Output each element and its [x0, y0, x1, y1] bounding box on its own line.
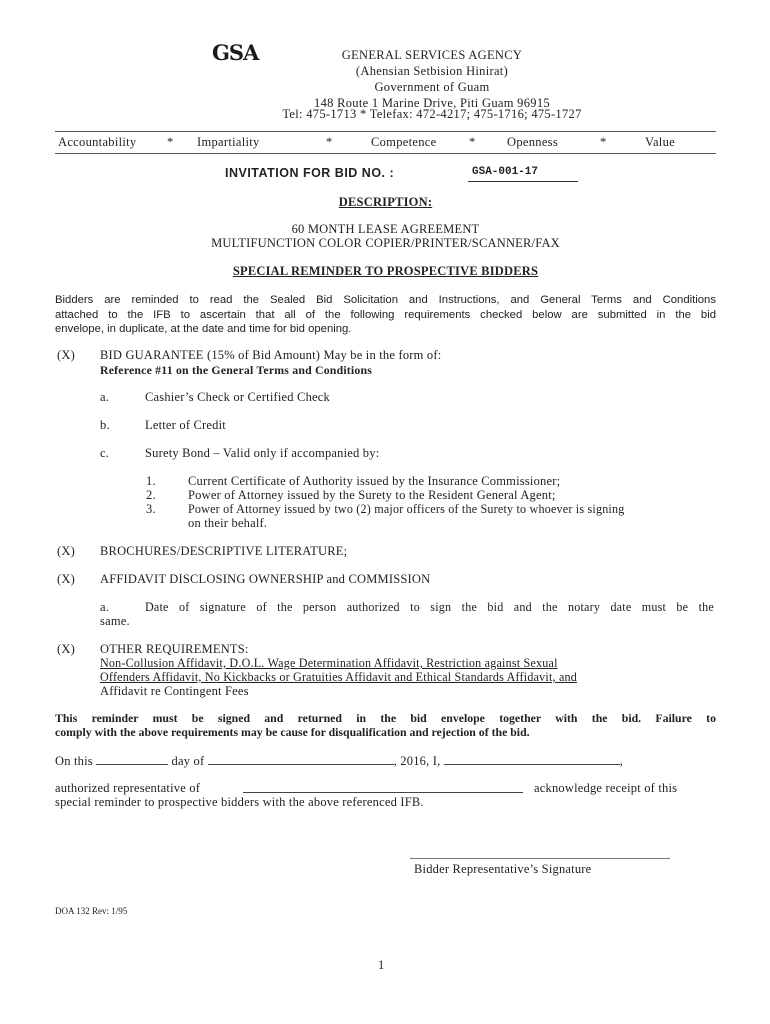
- surety-num: 2.: [146, 488, 156, 502]
- option-letter: a.: [100, 390, 110, 404]
- agency-address: 148 Route 1 Marine Drive, Piti Guam 96915: [314, 96, 550, 110]
- ack-comma: ,: [619, 754, 624, 768]
- surety-num: 3.: [146, 502, 156, 516]
- affidavit-text: AFFIDAVIT DISCLOSING OWNERSHIP and COMMISSION: [100, 572, 431, 586]
- month-field[interactable]: [208, 753, 394, 765]
- brochures-text: BROCHURES/DESCRIPTIVE LITERATURE;: [100, 544, 348, 558]
- ack-authorized: authorized representative of: [55, 781, 201, 795]
- agency-name: GENERAL SERVICES AGENCY: [341, 48, 523, 62]
- value-item: Impartiality: [197, 135, 260, 149]
- ack-year: , 2016, I,: [393, 754, 441, 768]
- surety-text: Current Certificate of Authority issued by the Insurance Commissioner;: [188, 474, 561, 488]
- affidavit-sub-letter: a.: [100, 600, 110, 614]
- surety-num: 1.: [146, 474, 156, 488]
- reminder-heading: SPECIAL REMINDER TO PROSPECTIVE BIDDERS: [232, 264, 539, 278]
- value-item: Competence: [371, 135, 437, 149]
- ack-on-this: On this: [55, 754, 93, 768]
- government-name: Government of Guam: [374, 80, 490, 94]
- surety-text: Power of Attorney issued by two (2) major officers of the Surety to whoever is signing: [188, 502, 625, 516]
- signature-label: Bidder Representative’s Signature: [414, 862, 592, 876]
- name-field[interactable]: [444, 753, 620, 765]
- value-separator: *: [469, 135, 476, 149]
- company-field[interactable]: [243, 781, 523, 793]
- values-bar: [55, 133, 716, 153]
- intro-line-1: Bidders are reminded to read the Sealed Bid Solicitation and Instructions, and General Terms and Conditions: [55, 294, 716, 306]
- affidavit-sub-cont: same.: [100, 614, 130, 628]
- page-number: 1: [378, 958, 385, 972]
- bid-guarantee-reference: Reference #11 on the General Terms and Conditions: [100, 363, 373, 377]
- other-mark: (X): [57, 642, 75, 656]
- surety-text: Power of Attorney issued by the Surety to the Resident General Agent;: [188, 488, 556, 502]
- signature-line[interactable]: [410, 858, 670, 859]
- ifb-label: INVITATION FOR BID NO. :: [225, 166, 395, 180]
- value-item: Value: [645, 135, 675, 149]
- option-letter: c.: [100, 446, 110, 460]
- other-title: OTHER REQUIREMENTS:: [100, 642, 249, 656]
- option-text: Cashier’s Check or Certified Check: [145, 390, 330, 404]
- intro-line-3: envelope, in duplicate, at the date and time for bid opening.: [55, 323, 352, 335]
- warning-line-1: This reminder must be signed and returned in the bid envelope together with the bid. Failure to: [55, 711, 716, 725]
- ack-day-of: day of: [171, 754, 205, 768]
- option-text: Letter of Credit: [145, 418, 226, 432]
- ack-acknowledge: acknowledge receipt of this: [534, 781, 678, 795]
- bid-guarantee-mark: (X): [57, 348, 75, 362]
- other-line-1: Non-Collusion Affidavit, D.O.L. Wage Determination Affidavit, Restriction against Sexual: [100, 656, 558, 670]
- day-field[interactable]: [96, 753, 168, 765]
- description-line-2: MULTIFUNCTION COLOR COPIER/PRINTER/SCANNER/FAX: [211, 236, 560, 250]
- value-separator: *: [326, 135, 333, 149]
- option-letter: b.: [100, 418, 110, 432]
- bid-guarantee-title: BID GUARANTEE (15% of Bid Amount) May be in the form of:: [100, 348, 442, 362]
- value-item: Openness: [507, 135, 559, 149]
- ifb-number: GSA-001-17: [468, 166, 578, 182]
- surety-text-cont: on their behalf.: [188, 516, 268, 530]
- description-heading: DESCRIPTION:: [338, 195, 433, 209]
- header-rule-bottom: [55, 153, 716, 154]
- other-line-2: Offenders Affidavit, No Kickbacks or Gratuities Affidavit and Ethical Standards Affidavit, and: [100, 670, 578, 684]
- warning-line-2: comply with the above requirements may be cause for disqualification and rejection of the bid.: [55, 725, 530, 739]
- agency-phones: Tel: 475-1713 * Telefax: 472-4217; 475-1716; 475-1727: [282, 107, 582, 121]
- brochures-mark: (X): [57, 544, 75, 558]
- value-separator: *: [167, 135, 174, 149]
- agency-local-name: (Ahensian Setbision Hinirat): [355, 64, 509, 78]
- value-separator: *: [600, 135, 607, 149]
- option-text: Surety Bond – Valid only if accompanied by:: [145, 446, 380, 460]
- gsa-logo: GSA: [212, 40, 259, 65]
- ack-closing: special reminder to prospective bidders with the above referenced IFB.: [55, 795, 424, 809]
- intro-line-2: attached to the IFB to ascertain that all of the following requirements checked below are submitted in the bid: [55, 309, 716, 321]
- affidavit-sub-text: Date of signature of the person authorized to sign the bid and the notary date must be the: [145, 600, 714, 614]
- value-item: Accountability: [58, 135, 137, 149]
- description-line-1: 60 MONTH LEASE AGREEMENT: [291, 222, 480, 236]
- ack-line-1: [55, 753, 716, 769]
- form-id: DOA 132 Rev: 1/95: [55, 906, 128, 916]
- other-line-3: Affidavit re Contingent Fees: [100, 684, 249, 698]
- header-rule-top: [55, 131, 716, 132]
- affidavit-mark: (X): [57, 572, 75, 586]
